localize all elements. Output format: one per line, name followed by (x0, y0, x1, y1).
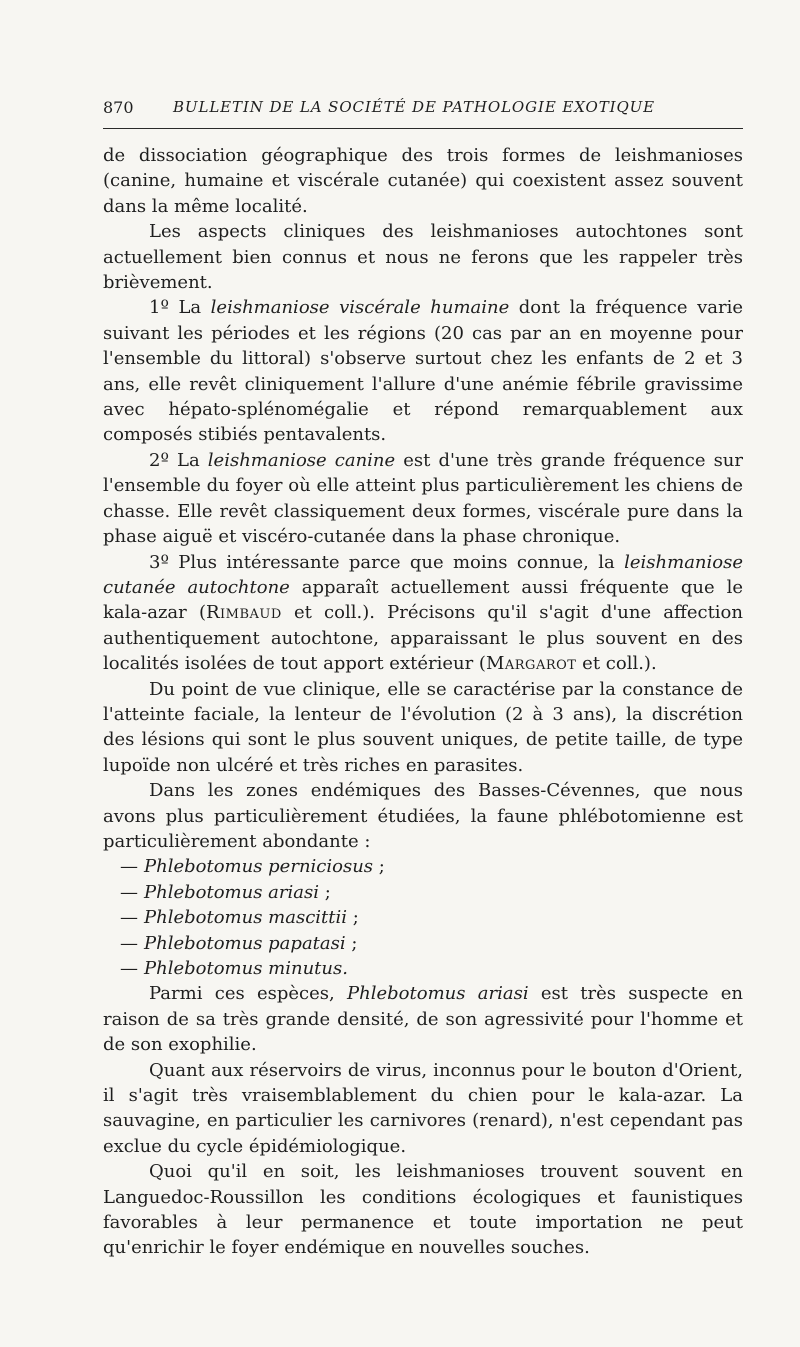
paragraph-text: apparaît actuellement aussi fréquente que le kala-azar ( (103, 576, 743, 624)
list-punct: ; (318, 881, 331, 903)
species-name: Phlebotomus minutus. (144, 958, 348, 979)
paragraph-8 (103, 981, 743, 1057)
item-number: 2º La (149, 449, 208, 471)
running-header (103, 98, 743, 122)
item-number: 3º Plus intéressante parce que moins connue, la (149, 551, 625, 573)
disease-term: leishmaniose cutanée autochtone (103, 551, 743, 598)
paragraph-2: Les aspects cliniques des leishmanioses autochtones sont actuellement bien connus et nous ne ferons que les rappeler très brièvement. (103, 221, 743, 294)
list-punct: ; (373, 856, 385, 878)
paragraph-text: Parmi ces espèces, (149, 983, 348, 1005)
list-punct: ; (345, 932, 358, 954)
author-name: Rimbaud (205, 602, 282, 624)
species-name: Phlebotomus mascittii (144, 907, 348, 929)
list-dash: — (120, 856, 138, 878)
species-list (103, 854, 743, 981)
species-term: Phlebotomus ariasi (347, 983, 529, 1005)
article-body (103, 143, 743, 1261)
disease-term: leishmaniose canine (207, 449, 396, 471)
page-number: 870 (103, 98, 134, 117)
paragraph-7: Dans les zones endémiques des Basses-Cévennes, que nous avons plus particulièrement étudiées, la faune phlébotomienne est particulièrement abondante : (103, 780, 743, 852)
paragraph-visceral-leishmaniasis (103, 295, 743, 447)
species-item (103, 880, 743, 905)
header-rule (103, 128, 743, 129)
species-name: Phlebotomus ariasi (144, 881, 319, 903)
species-item (103, 956, 743, 981)
paragraph-text: est d'une très grande fréquence sur l'ensemble du foyer où elle atteint plus particulièrement les chiens de chasse. Elle revêt classiquement deux formes, viscérale pure dans la phase aiguë et viscéro-cutanée dans la phase chronique. (103, 449, 743, 548)
list-punct: ; (347, 907, 359, 929)
paragraph-text: dont la fréquence varie suivant les périodes et les régions (20 cas par an en moyenne pour l'ensemble du littoral) s'observe surtout chez les enfants de 2 et 3 ans, elle revêt cliniquement l'allure d'une anémie fébrile gravissime avec hépato-splénomégalie et répond remarquablement aux composés stibiés pentavalents. (103, 297, 743, 446)
paragraph-text: et coll.). Précisons qu'il s'agit d'une affection authentiquement autochtone, apparaissant le plus souvent en des localités isolées de tout apport extérieur ( (103, 602, 743, 675)
paragraph-6: Du point de vue clinique, elle se caractérise par la constance de l'atteinte faciale, la lenteur de l'évolution (2 à 3 ans), la discrétion des lésions qui sont le plus souvent uniques, de petite taille, de type lupoïde non ulcéré et très riches en parasites. (103, 678, 743, 776)
paragraph-10: Quoi qu'il en soit, les leishmanioses trouvent souvent en Languedoc-Roussillon les conditions écologiques et faunistiques favorables à leur permanence et toute importation ne peut qu'enrichir le foyer endémique en nouvelles souches. (103, 1161, 743, 1259)
species-name: Phlebotomus perniciosus (144, 856, 374, 878)
paragraph-text: est très suspecte en raison de sa très grande densité, de son agressivité pour l'homme et de son exophilie. (103, 983, 743, 1056)
species-item (103, 854, 743, 879)
paragraph-text: et coll.). (576, 653, 657, 675)
list-dash: — (120, 907, 138, 929)
paragraph-9: Quant aux réservoirs de virus, inconnus pour le bouton d'Orient, il s'agit très vraisemblablement du chien pour le kala-azar. La sauvagine, en particulier les carnivores (renard), n'est cependant pas exclue du cycle épidémiologique. (103, 1059, 743, 1157)
disease-term: leishmaniose viscérale humaine (210, 297, 510, 319)
species-item (103, 905, 743, 930)
paragraph-cutaneous-leishmaniasis (103, 550, 743, 677)
author-name: Margarot (485, 653, 577, 675)
list-dash: — (120, 958, 138, 979)
list-dash: — (120, 932, 138, 954)
species-item (103, 931, 743, 956)
species-name: Phlebotomus papatasi (144, 932, 346, 954)
paragraph-1: de dissociation géographique des trois formes de leishmanioses (canine, humaine et viscérale cutanée) qui coexistent assez souvent dans la même localité. (103, 145, 743, 217)
journal-title: BULLETIN DE LA SOCIÉTÉ DE PATHOLOGIE EXOTIQUE (173, 98, 656, 116)
paragraph-canine-leishmaniasis (103, 448, 743, 550)
list-dash: — (120, 881, 138, 903)
item-number: 1º La (149, 297, 211, 319)
